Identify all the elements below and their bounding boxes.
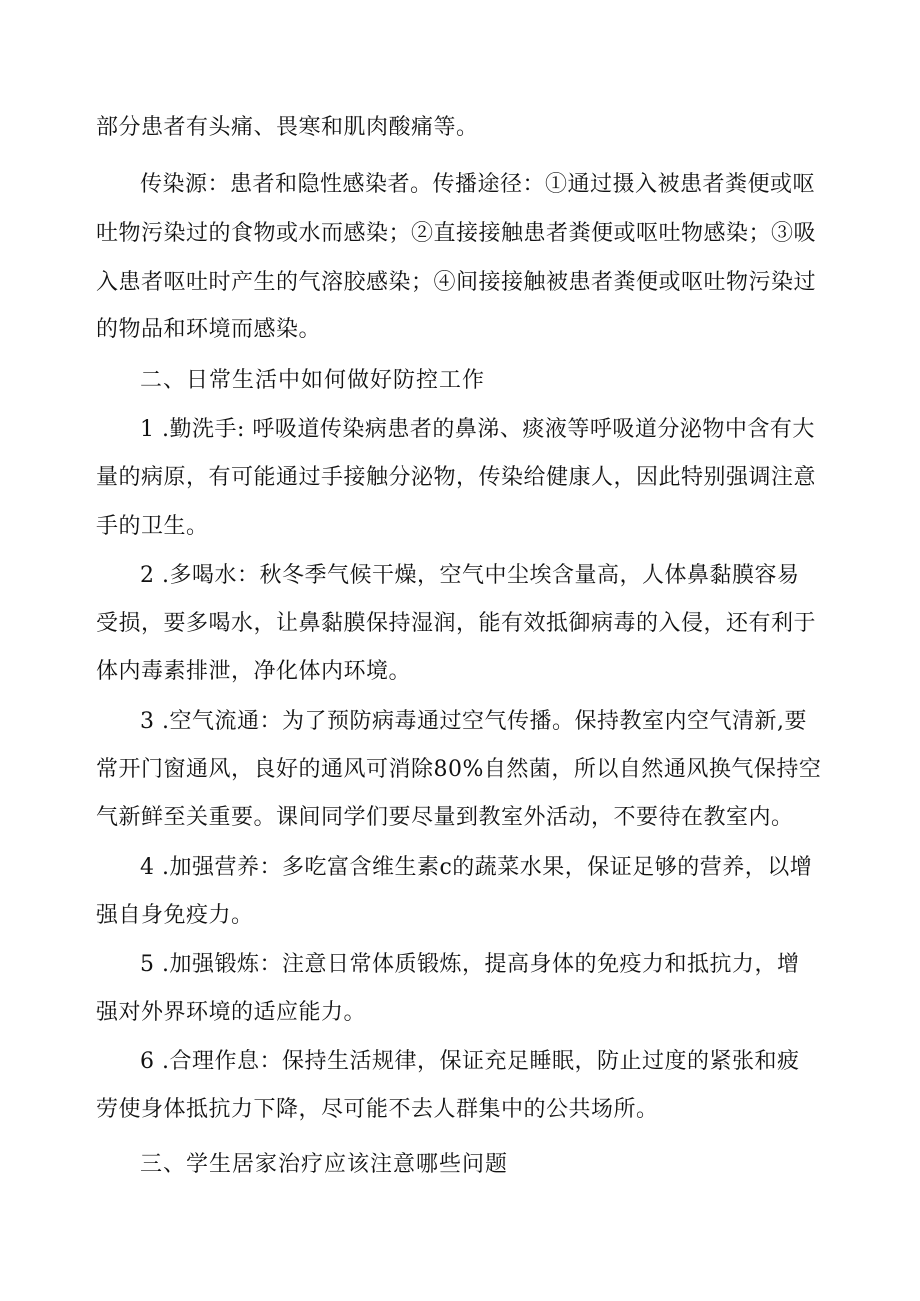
- section-heading-3: 三、学生居家治疗应该注意哪些问题: [140, 1152, 509, 1177]
- paragraph-transmission-line-3: 入患者呕吐时产生的气溶胶感染；④间接接触被患者粪便或呕吐物污染过: [96, 270, 817, 295]
- item-5-line-2: 强对外界环境的适应能力。: [96, 1000, 367, 1025]
- paragraph-transmission-line-4: 的物品和环境而感染。: [96, 317, 322, 342]
- item-1-line-2: 量的病原，有可能通过手接触分泌物，传染给健康人，因此特别强调注意: [96, 465, 817, 490]
- item-4-line-1: 4 .加强营养：多吃富含维生素c的蔬菜水果，保证足够的营养，以增: [140, 855, 813, 880]
- paragraph-symptoms-end: 部分患者有头痛、畏寒和肌肉酸痛等。: [96, 115, 479, 140]
- paragraph-transmission-line-2: 吐物污染过的食物或水而感染；②直接接触患者粪便或呕吐物感染；③吸: [96, 221, 817, 246]
- item-3-line-2: 常开门窗通风，良好的通风可消除80%自然菌，所以自然通风换气保持空: [96, 757, 822, 782]
- section-heading-2: 二、日常生活中如何做好防控工作: [140, 368, 486, 393]
- item-1-line-1: 1 .勤洗手: 呼吸道传染病患者的鼻涕、痰液等呼吸道分泌物中含有大: [140, 417, 815, 442]
- item-3-line-1: 3 .空气流通：为了预防病毒通过空气传播。保持教室内空气清新,要: [140, 709, 807, 734]
- item-1-line-3: 手的卫生。: [96, 514, 209, 539]
- item-2-line-1: 2 .多喝水：秋冬季气候干燥，空气中尘埃含量高，人体鼻黏膜容易: [140, 563, 800, 588]
- item-6-line-2: 劳使身体抵抗力下降，尽可能不去人群集中的公共场所。: [96, 1097, 659, 1122]
- item-3-line-3: 气新鲜至关重要。课间同学们要尽量到教室外活动，不要待在教室内。: [96, 805, 794, 830]
- item-2-line-3: 体内毒素排泄，净化体内环境。: [96, 659, 412, 684]
- paragraph-transmission-line-1: 传染源：患者和隐性感染者。传播途径：①通过摄入被患者粪便或呕: [140, 172, 816, 197]
- item-5-line-1: 5 .加强锻炼：注意日常体质锻炼，提高身体的免疫力和抵抗力，增: [140, 952, 800, 977]
- item-2-line-2: 受损，要多喝水，让鼻黏膜保持湿润，能有效抵御病毒的入侵，还有利于: [96, 611, 817, 636]
- item-4-line-2: 强自身免疫力。: [96, 903, 254, 928]
- item-6-line-1: 6 .合理作息：保持生活规律，保证充足睡眠，防止过度的紧张和疲: [140, 1049, 800, 1074]
